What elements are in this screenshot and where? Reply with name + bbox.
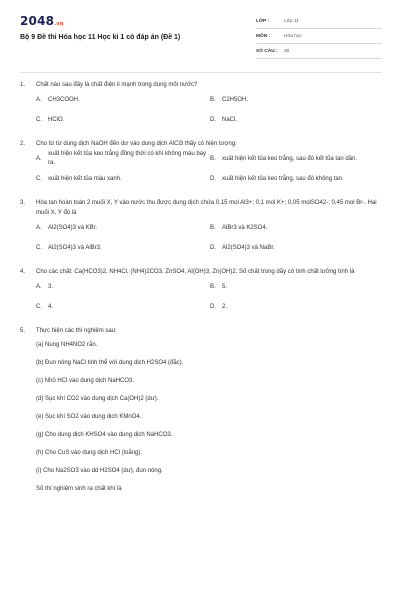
option-letter: C. [36, 244, 42, 251]
option-text: 4. [48, 303, 54, 310]
option-text: xuất hiện kết tủa keo trắng đồng thời có khí không màu bay ra. [48, 151, 207, 166]
document-meta [256, 14, 382, 59]
option-a[interactable] [36, 218, 210, 238]
question-4 [20, 267, 382, 317]
option-a[interactable] [36, 90, 210, 110]
option-a[interactable] [36, 149, 210, 169]
experiment-list [36, 336, 382, 498]
option-d[interactable] [210, 238, 384, 258]
option-letter: D. [210, 116, 216, 123]
option-c[interactable] [36, 238, 210, 258]
meta-value: Hóa học [284, 33, 302, 39]
option-letter: B. [210, 224, 216, 231]
option-b[interactable] [210, 90, 384, 110]
option-letter: C. [36, 303, 42, 310]
option-b[interactable] [210, 218, 384, 238]
option-letter: B. [210, 96, 216, 103]
option-letter: D. [210, 303, 216, 310]
option-d[interactable] [210, 297, 384, 317]
option-c[interactable] [36, 169, 210, 189]
question-number: 2. [20, 141, 26, 147]
question-text: Cho từ từ dung dịch NaOH đến dư vào dung dịch AlCl3 thấy có hiện tượng: [36, 141, 237, 147]
question-text: Chất nào sau đây là chất điện li mạnh trong dung môi nước? [36, 82, 198, 88]
experiment-item: (d) Sục khí CO2 vào dung dịch Ca(OH)2 (dư). [36, 395, 159, 402]
option-b[interactable] [210, 149, 384, 169]
question-continuation: Số thí nghiệm sinh ra chất khí là [36, 485, 122, 492]
option-text: xuất hiện kết tủa keo trắng, sau đó không tan. [222, 175, 344, 182]
question-text: Hòa tan hoàn toàn 2 muối X, Y vào nước thu được dung dịch chứa 0,15 mol Al3+; 0,1 mol K+; 0,05 molSO42-; 0,45 mol Br-. Hai muối X, Y đó là [36, 200, 377, 216]
meta-row-class [256, 14, 382, 29]
meta-label: MÔN : [256, 33, 271, 39]
option-d[interactable] [210, 110, 384, 130]
document-title: Bộ 9 Đề thi Hóa học 11 Học kì 1 có đáp án (Đề 1) [20, 34, 181, 41]
question-1 [20, 80, 382, 130]
question-number: 4. [20, 269, 26, 275]
experiment-item: (c) Nhỏ HCl vào dung dịch NaHCO3. [36, 377, 135, 384]
option-letter: B. [210, 283, 216, 290]
question-number: 1. [20, 82, 26, 88]
meta-label: LỚP : [256, 18, 270, 24]
option-letter: D. [210, 244, 216, 251]
option-letter: A. [36, 224, 42, 231]
option-text: CH3COOH. [48, 96, 80, 103]
logo-text: 2048 [20, 14, 55, 28]
option-letter: D. [210, 175, 216, 182]
option-text: NaCl. [222, 116, 238, 123]
experiment-item: (i) Cho Na2SO3 vào dd H2SO4 (dư), đun nóng. [36, 467, 163, 474]
question-list [20, 80, 382, 507]
experiment-item: (a) Nung NH4NO2 rắn. [36, 341, 98, 348]
option-letter: A. [36, 283, 42, 290]
option-text: Al2(SO4)3 và NaBr. [222, 244, 275, 251]
meta-value: 30 [284, 48, 290, 54]
option-text: Al2(SO4)3 và KBr. [48, 224, 98, 231]
option-text: C2H5OH. [222, 96, 249, 103]
option-d[interactable] [210, 169, 384, 189]
meta-value: Lớp 11 [284, 18, 299, 24]
option-letter: C. [36, 175, 42, 182]
experiment-item: (g) Cho dung dịch KHSO4 vào dung dịch NaHCO3. [36, 431, 173, 438]
meta-row-count [256, 44, 382, 59]
option-letter: A. [36, 96, 42, 103]
meta-label: SỐ CÂU : [256, 48, 278, 54]
option-text: 5. [222, 283, 228, 290]
option-text: HClO. [48, 116, 65, 123]
document-header [20, 14, 382, 72]
option-c[interactable] [36, 110, 210, 130]
option-b[interactable] [210, 277, 384, 297]
question-2 [20, 139, 382, 189]
question-text: Cho các chất: Ca(HCO3)2, NH4Cl, (NH4)2CO3, ZnSO4, Al(OH)3, Zn(OH)2. Số chất trong dãy có tính chất lưỡng tính là [36, 269, 355, 275]
option-letter: B. [210, 155, 216, 162]
meta-row-subject [256, 29, 382, 44]
bottom-fade [0, 586, 400, 600]
experiment-item: (e) Sục khí SO2 vào dung dịch KMnO4. [36, 413, 142, 420]
option-letter: C. [36, 116, 42, 123]
experiment-item: (b) Đun nóng NaCl tinh thể với dung dịch H2SO4 (đặc). [36, 359, 184, 366]
option-text: xuất hiện kết tủa keo trắng, sau đó kết tủa tan dần. [222, 155, 358, 162]
option-text: 3. [48, 283, 54, 290]
option-a[interactable] [36, 277, 210, 297]
question-text: Thực hiện các thí nghiệm sau: [36, 328, 117, 334]
question-3 [20, 198, 382, 258]
option-letter: A. [36, 155, 42, 162]
option-c[interactable] [36, 297, 210, 317]
option-text: Al2(SO4)3 và AlBr3. [48, 244, 102, 251]
header-divider [20, 72, 382, 73]
question-5 [20, 326, 382, 498]
question-number: 3. [20, 200, 26, 206]
experiment-item: (h) Cho CuS vào dung dịch HCl (loãng). [36, 449, 143, 456]
option-text: 2. [222, 303, 228, 310]
option-text: AlBr3 và K2SO4. [222, 224, 268, 231]
option-text: xuất hiện kết tủa màu xanh. [48, 175, 122, 182]
question-number: 5. [20, 328, 26, 334]
logo-suffix: .vn [54, 21, 64, 27]
